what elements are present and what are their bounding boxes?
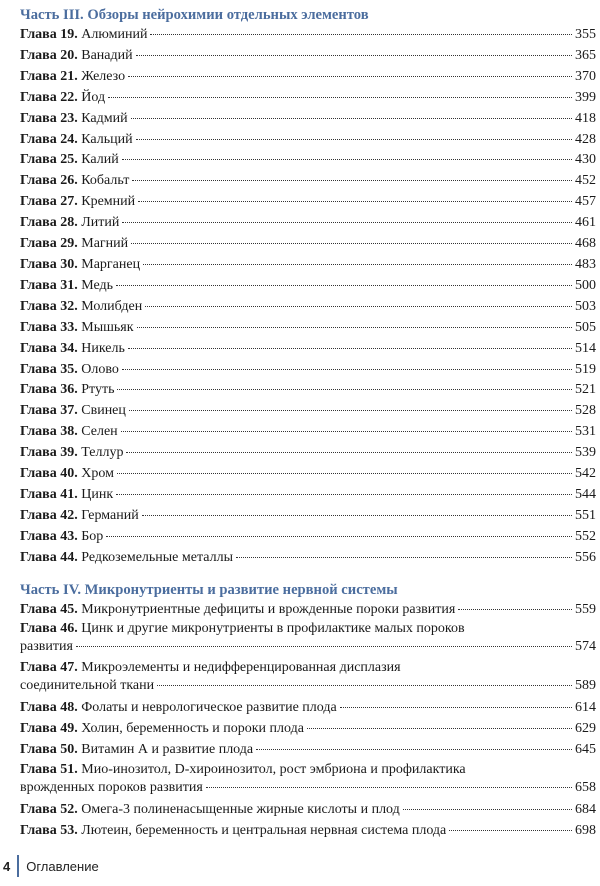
chapter-title-line2: развития bbox=[20, 639, 73, 655]
chapter-title-line2: врожденных пороков развития bbox=[20, 780, 203, 796]
chapter-title: Бор bbox=[81, 528, 104, 544]
toc-entry-row bbox=[20, 192, 596, 213]
chapter-title: Калий bbox=[81, 152, 119, 168]
page-number: 614 bbox=[575, 700, 596, 716]
dot-leader bbox=[121, 431, 572, 432]
page-number: 521 bbox=[575, 382, 596, 398]
chapter-title-line1: Цинк и другие микронутриенты в профилактике малых пороков bbox=[81, 621, 465, 637]
page-number: 658 bbox=[575, 780, 596, 796]
chapter-label: Глава 52. bbox=[20, 802, 78, 818]
page-number: 4 bbox=[3, 858, 11, 874]
toc-entry[interactable] bbox=[20, 171, 596, 192]
chapter-label: Глава 34. bbox=[20, 340, 78, 356]
toc-entry-line2 bbox=[20, 779, 596, 797]
chapter-label: Глава 46. bbox=[20, 621, 78, 637]
toc-entry-row bbox=[20, 719, 596, 740]
page-number: 505 bbox=[575, 319, 596, 335]
part-4-list bbox=[20, 600, 596, 842]
chapter-title: Мышьяк bbox=[81, 319, 134, 335]
chapter-label: Глава 36. bbox=[20, 382, 78, 398]
chapter-title-line1: Мио-инозитол, D-хироинозитол, рост эмбриона и профилактика bbox=[81, 762, 466, 778]
toc-entry-row bbox=[20, 422, 596, 443]
toc-entry-row bbox=[20, 527, 596, 548]
toc-entry[interactable] bbox=[20, 46, 596, 67]
dot-leader bbox=[129, 410, 572, 411]
dot-leader bbox=[206, 787, 572, 788]
toc-entry-line2 bbox=[20, 638, 596, 656]
toc-entry-row bbox=[20, 46, 596, 67]
chapter-title: Литий bbox=[81, 215, 120, 231]
toc-entry-line1 bbox=[20, 761, 596, 779]
chapter-title: Ванадий bbox=[81, 47, 133, 63]
chapter-title: Кобальт bbox=[81, 173, 130, 189]
chapter-label: Глава 51. bbox=[20, 762, 78, 778]
toc-entry[interactable] bbox=[20, 213, 596, 234]
page-number: 556 bbox=[575, 549, 596, 565]
page-number: 430 bbox=[575, 152, 596, 168]
toc-entry-line1 bbox=[20, 620, 596, 638]
toc-entry-row bbox=[20, 255, 596, 276]
page-number: 503 bbox=[575, 298, 596, 314]
chapter-label: Глава 26. bbox=[20, 173, 78, 189]
chapter-label: Глава 48. bbox=[20, 700, 78, 716]
toc-entry-row bbox=[20, 67, 596, 88]
page-number: 457 bbox=[575, 194, 596, 210]
dot-leader bbox=[236, 557, 572, 558]
toc-entry-row bbox=[20, 698, 596, 719]
dot-leader bbox=[136, 55, 572, 56]
toc-entry[interactable] bbox=[20, 276, 596, 297]
toc-entry-row bbox=[20, 276, 596, 297]
toc-entry[interactable] bbox=[20, 339, 596, 360]
dot-leader bbox=[117, 389, 572, 390]
chapter-title: Кальций bbox=[81, 131, 133, 147]
dot-leader bbox=[128, 348, 572, 349]
chapter-label: Глава 37. bbox=[20, 403, 78, 419]
page-number: 399 bbox=[575, 89, 596, 105]
chapter-label: Глава 29. bbox=[20, 236, 78, 252]
dot-leader bbox=[143, 264, 572, 265]
page-number: 645 bbox=[575, 742, 596, 758]
chapter-label: Глава 32. bbox=[20, 298, 78, 314]
toc-entry-row bbox=[20, 600, 596, 621]
chapter-label: Глава 41. bbox=[20, 486, 78, 502]
page-number: 483 bbox=[575, 256, 596, 272]
footer-divider bbox=[17, 855, 19, 877]
chapter-label: Глава 45. bbox=[20, 601, 78, 617]
chapter-title: Редкоземельные металлы bbox=[81, 549, 233, 565]
dot-leader bbox=[150, 34, 572, 35]
chapter-label: Глава 21. bbox=[20, 68, 78, 84]
toc-entry-row bbox=[20, 401, 596, 422]
dot-leader bbox=[108, 97, 572, 98]
dot-leader bbox=[116, 285, 572, 286]
chapter-title: Ртуть bbox=[81, 382, 115, 398]
dot-leader bbox=[131, 118, 572, 119]
page-number: 365 bbox=[575, 47, 596, 63]
chapter-label: Глава 31. bbox=[20, 277, 78, 293]
toc-entry-row bbox=[20, 234, 596, 255]
page-number: 539 bbox=[575, 445, 596, 461]
toc-entry[interactable] bbox=[20, 192, 596, 213]
page-footer bbox=[3, 855, 99, 877]
toc-entry[interactable] bbox=[20, 88, 596, 109]
toc-entry[interactable] bbox=[20, 698, 596, 719]
page-number: 551 bbox=[575, 507, 596, 523]
dot-leader bbox=[106, 536, 572, 537]
toc-entry[interactable] bbox=[20, 360, 596, 381]
chapter-label: Глава 40. bbox=[20, 466, 78, 482]
toc-entry[interactable] bbox=[20, 719, 596, 740]
dot-leader bbox=[126, 452, 572, 453]
chapter-title: Микронутриентные дефициты и врожденные пороки развития bbox=[81, 601, 456, 617]
dot-leader bbox=[122, 222, 572, 223]
toc-entry-row bbox=[20, 380, 596, 401]
page-number: 355 bbox=[575, 27, 596, 42]
toc-entry-row bbox=[20, 800, 596, 821]
page-number: 418 bbox=[575, 110, 596, 126]
chapter-title: Алюминий bbox=[81, 27, 148, 42]
chapter-title: Магний bbox=[81, 236, 129, 252]
part-4-title: Часть IV. Микронутриенты и развитие нервной системы bbox=[20, 581, 398, 598]
chapter-label: Глава 19. bbox=[20, 27, 78, 42]
chapter-label: Глава 27. bbox=[20, 194, 78, 210]
toc-entry[interactable] bbox=[20, 401, 596, 422]
page-number: 370 bbox=[575, 68, 596, 84]
toc-entry[interactable] bbox=[20, 443, 596, 464]
chapter-title: Никель bbox=[81, 340, 125, 356]
dot-leader bbox=[122, 369, 572, 370]
dot-leader bbox=[145, 306, 572, 307]
chapter-label: Глава 22. bbox=[20, 89, 78, 105]
dot-leader bbox=[138, 201, 572, 202]
dot-leader bbox=[142, 515, 572, 516]
page-number: 684 bbox=[575, 802, 596, 818]
chapter-title: Холин, беременность и пороки плода bbox=[81, 721, 304, 737]
toc-entry-row bbox=[20, 171, 596, 192]
toc-entry-row bbox=[20, 150, 596, 171]
toc-entry-row bbox=[20, 506, 596, 527]
chapter-title: Кадмий bbox=[81, 110, 128, 126]
toc-entry-row bbox=[20, 821, 596, 842]
toc-entry[interactable] bbox=[20, 380, 596, 401]
chapter-label: Глава 20. bbox=[20, 47, 78, 63]
chapter-title: Кремний bbox=[81, 194, 136, 210]
page-number: 542 bbox=[575, 466, 596, 482]
toc-entry[interactable] bbox=[20, 740, 596, 761]
dot-leader bbox=[403, 809, 572, 810]
chapter-label: Глава 49. bbox=[20, 721, 78, 737]
toc-entry[interactable] bbox=[20, 527, 596, 548]
chapter-title: Фолаты и неврологическое развитие плода bbox=[81, 700, 337, 716]
chapter-label: Глава 23. bbox=[20, 110, 78, 126]
page-number: 544 bbox=[575, 486, 596, 502]
toc-entry-row bbox=[20, 213, 596, 234]
part-3-list bbox=[20, 25, 596, 569]
page-number: 574 bbox=[575, 639, 596, 655]
toc-entry-row bbox=[20, 297, 596, 318]
dot-leader bbox=[117, 473, 572, 474]
chapter-title: Хром bbox=[81, 466, 114, 482]
page-number: 514 bbox=[575, 340, 596, 356]
toc-entry[interactable] bbox=[20, 659, 596, 695]
page-number: 428 bbox=[575, 131, 596, 147]
dot-leader bbox=[122, 159, 572, 160]
chapter-title: Марганец bbox=[81, 256, 141, 272]
chapter-label: Глава 28. bbox=[20, 215, 78, 231]
toc-entry[interactable] bbox=[20, 67, 596, 88]
toc-entry[interactable] bbox=[20, 297, 596, 318]
dot-leader bbox=[307, 728, 572, 729]
toc-entry[interactable] bbox=[20, 109, 596, 130]
toc-entry-row bbox=[20, 339, 596, 360]
toc-entry[interactable] bbox=[20, 548, 596, 569]
dot-leader bbox=[131, 243, 572, 244]
dot-leader bbox=[132, 180, 572, 181]
chapter-label: Глава 35. bbox=[20, 361, 78, 377]
chapter-title: Йод bbox=[81, 89, 106, 105]
chapter-title: Молибден bbox=[81, 298, 143, 314]
toc-entry[interactable] bbox=[20, 255, 596, 276]
page-number: 698 bbox=[575, 823, 596, 839]
page-number: 552 bbox=[575, 528, 596, 544]
toc-entry[interactable] bbox=[20, 25, 596, 46]
chapter-label: Глава 38. bbox=[20, 424, 78, 440]
toc-entry[interactable] bbox=[20, 761, 596, 797]
chapter-label: Глава 47. bbox=[20, 660, 78, 676]
toc-entry[interactable] bbox=[20, 130, 596, 151]
chapter-label: Глава 43. bbox=[20, 528, 78, 544]
chapter-title: Медь bbox=[81, 277, 114, 293]
dot-leader bbox=[116, 494, 572, 495]
chapter-label: Глава 53. bbox=[20, 823, 78, 839]
dot-leader bbox=[157, 685, 572, 686]
toc-entry-row bbox=[20, 318, 596, 339]
toc-entry-row bbox=[20, 25, 596, 46]
toc-entry-line2 bbox=[20, 677, 596, 695]
toc-entry-line1 bbox=[20, 659, 596, 677]
chapter-label: Глава 30. bbox=[20, 256, 78, 272]
toc-entry-row bbox=[20, 360, 596, 381]
chapter-title: Олово bbox=[81, 361, 119, 377]
page-number: 468 bbox=[575, 236, 596, 252]
toc-entry[interactable] bbox=[20, 422, 596, 443]
toc-entry[interactable] bbox=[20, 600, 596, 621]
chapter-label: Глава 42. bbox=[20, 507, 78, 523]
chapter-title-line1: Микроэлементы и недифференцированная дисплазия bbox=[81, 660, 401, 676]
toc-entry[interactable] bbox=[20, 318, 596, 339]
dot-leader bbox=[340, 707, 572, 708]
chapter-label: Глава 39. bbox=[20, 445, 78, 461]
dot-leader bbox=[137, 327, 572, 328]
toc-entry[interactable] bbox=[20, 464, 596, 485]
toc-entry-row bbox=[20, 740, 596, 761]
chapter-label: Глава 24. bbox=[20, 131, 78, 147]
toc-entry[interactable] bbox=[20, 800, 596, 821]
chapter-label: Глава 33. bbox=[20, 319, 78, 335]
chapter-title: Цинк bbox=[81, 486, 114, 502]
toc-entry-row bbox=[20, 464, 596, 485]
dot-leader bbox=[449, 830, 572, 831]
dot-leader bbox=[458, 609, 572, 610]
toc-page bbox=[20, 6, 596, 842]
toc-entry-row bbox=[20, 443, 596, 464]
toc-entry-row bbox=[20, 548, 596, 569]
page-number: 452 bbox=[575, 173, 596, 189]
dot-leader bbox=[128, 76, 572, 77]
chapter-title: Теллур bbox=[81, 445, 124, 461]
toc-entry[interactable] bbox=[20, 506, 596, 527]
page-number: 461 bbox=[575, 215, 596, 231]
toc-entry-row bbox=[20, 88, 596, 109]
dot-leader bbox=[136, 139, 572, 140]
toc-entry[interactable] bbox=[20, 821, 596, 842]
chapter-label: Глава 25. bbox=[20, 152, 78, 168]
chapter-title: Железо bbox=[81, 68, 126, 84]
toc-entry-row bbox=[20, 130, 596, 151]
dot-leader bbox=[256, 749, 572, 750]
chapter-title: Омега-3 полиненасыщенные жирные кислоты и плод bbox=[81, 802, 400, 818]
toc-entry[interactable] bbox=[20, 150, 596, 171]
page-number: 559 bbox=[575, 601, 596, 617]
toc-entry[interactable] bbox=[20, 234, 596, 255]
chapter-title: Селен bbox=[81, 424, 118, 440]
page-number: 528 bbox=[575, 403, 596, 419]
toc-entry-row bbox=[20, 485, 596, 506]
page-number: 500 bbox=[575, 277, 596, 293]
page-number: 629 bbox=[575, 721, 596, 737]
chapter-title: Лютеин, беременность и центральная нервная система плода bbox=[81, 823, 447, 839]
chapter-title: Свинец bbox=[81, 403, 126, 419]
part-3-title: Часть III. Обзоры нейрохимии отдельных элементов bbox=[20, 7, 369, 23]
chapter-title: Витамин А и развитие плода bbox=[81, 742, 254, 758]
chapter-title: Германий bbox=[81, 507, 139, 523]
page-number: 531 bbox=[575, 424, 596, 440]
footer-section-title: Оглавление bbox=[26, 858, 99, 874]
page-number: 589 bbox=[575, 678, 596, 694]
toc-entry[interactable] bbox=[20, 620, 596, 656]
chapter-label: Глава 50. bbox=[20, 742, 78, 758]
chapter-title-line2: соединительной ткани bbox=[20, 678, 155, 694]
toc-entry-row bbox=[20, 109, 596, 130]
toc-entry[interactable] bbox=[20, 485, 596, 506]
page-number: 519 bbox=[575, 361, 596, 377]
dot-leader bbox=[76, 646, 572, 647]
chapter-label: Глава 44. bbox=[20, 549, 78, 565]
